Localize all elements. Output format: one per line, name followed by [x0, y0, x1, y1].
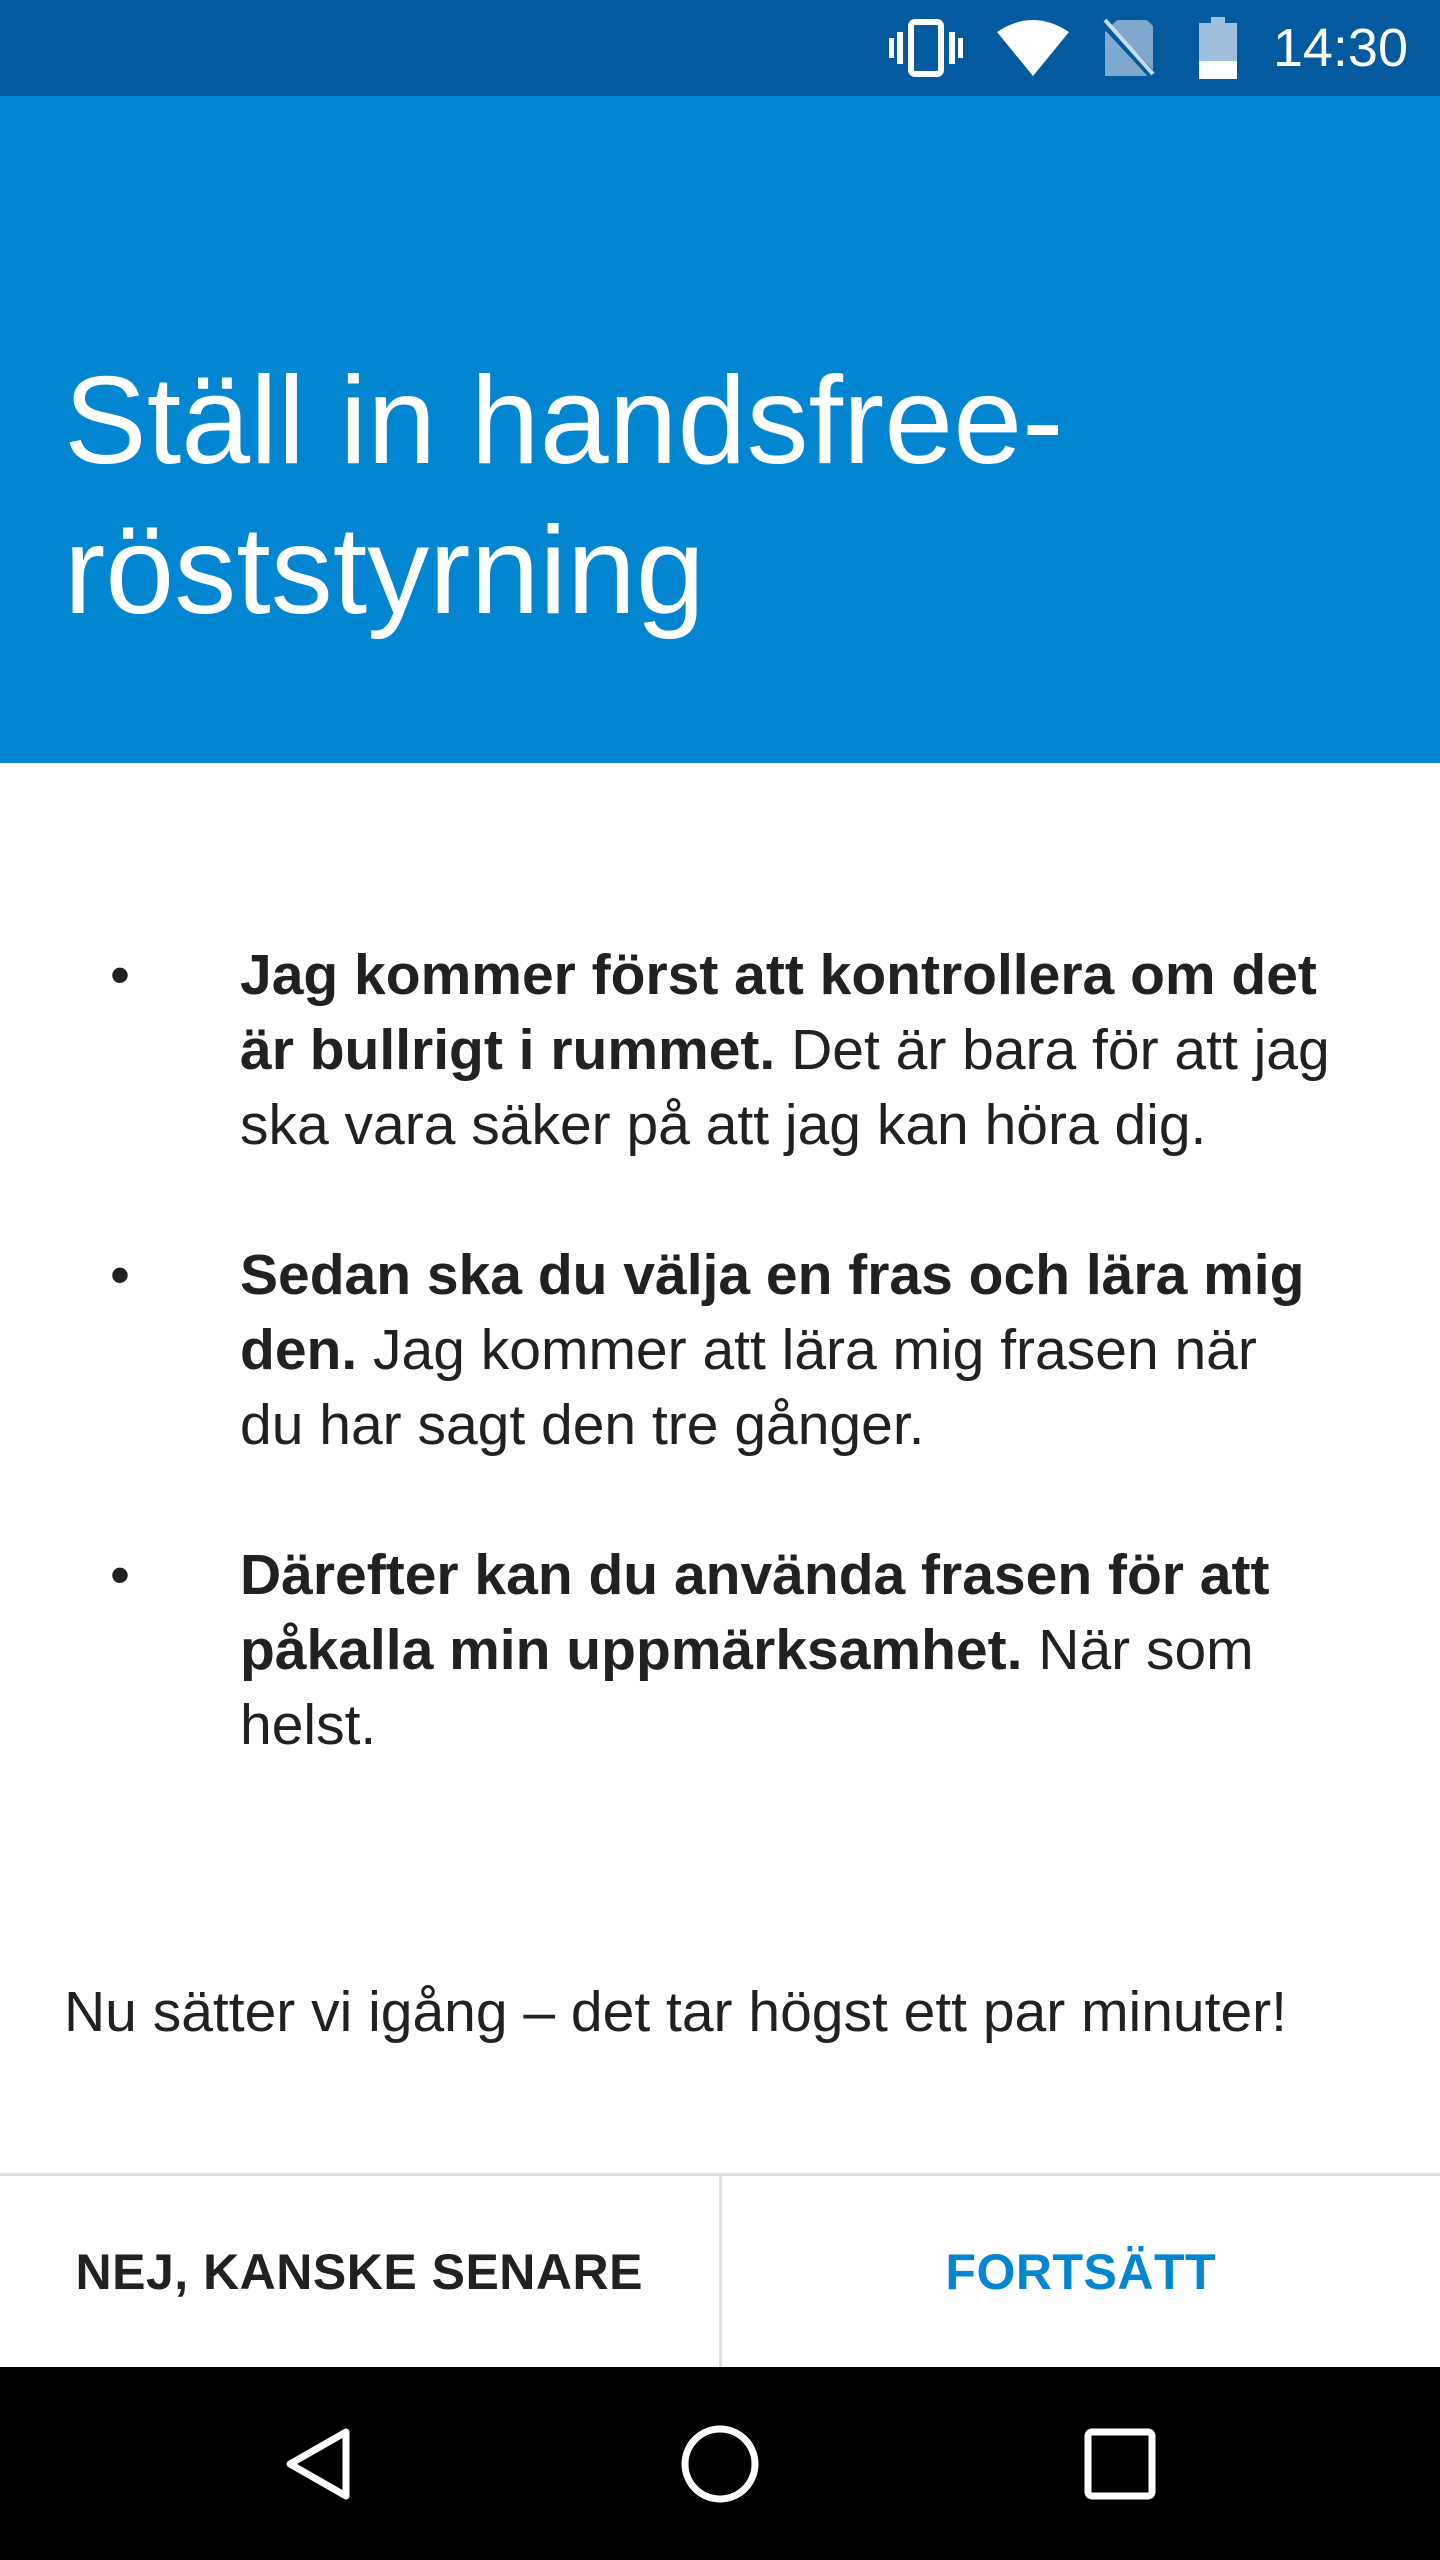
bullet-text: Det är bara för att jag ska vara säker på att jag kan höra dig.	[240, 1018, 1330, 1157]
bullet-bold-text: Därefter kan du använda frasen för att påkalla min uppmärksamhet.	[240, 1543, 1270, 1682]
status-bar	[0, 0, 1440, 96]
content	[0, 763, 1440, 2173]
header	[0, 96, 1440, 763]
status-icons	[889, 0, 1408, 96]
bullet-bold-text: Jag kommer först att kontrollera om det är bullrigt i rummet.	[240, 943, 1317, 1082]
status-time: 14:30	[1272, 18, 1408, 78]
nav-bar	[0, 2367, 1440, 2560]
vibrate-icon	[889, 18, 963, 78]
list-item	[0, 1238, 1440, 1463]
bullet-bold-text: Sedan ska du välja en fras och lära mig den.	[240, 1243, 1305, 1382]
home-icon[interactable]	[620, 2367, 820, 2560]
back-icon[interactable]	[220, 2367, 420, 2560]
bullet-text: När som helst.	[240, 1618, 1254, 1757]
battery-icon	[1199, 17, 1237, 79]
no-sim-icon	[1103, 18, 1155, 78]
bullet-text: Jag kommer att lära mig frasen när du har sagt den tre gånger.	[240, 1318, 1257, 1457]
wifi-icon	[997, 20, 1069, 76]
bullet-dot: •	[110, 1243, 130, 1307]
list-item	[0, 938, 1440, 1163]
list-item	[0, 1538, 1440, 1763]
button-bar	[0, 2173, 1440, 2367]
page-title: Ställ in handsfree-röststyrning	[64, 352, 1064, 640]
later-button[interactable]: NEJ, KANSKE SENARE	[0, 2176, 722, 2367]
continue-button[interactable]: FORTSÄTT	[722, 2176, 1440, 2367]
bullet-dot: •	[110, 1543, 130, 1607]
closing-text: Nu sätter vi igång – det tar högst ett par minuter!	[64, 1980, 1287, 2044]
bullet-list	[0, 938, 1440, 1838]
recents-icon[interactable]	[1020, 2367, 1220, 2560]
bullet-dot: •	[110, 943, 130, 1007]
